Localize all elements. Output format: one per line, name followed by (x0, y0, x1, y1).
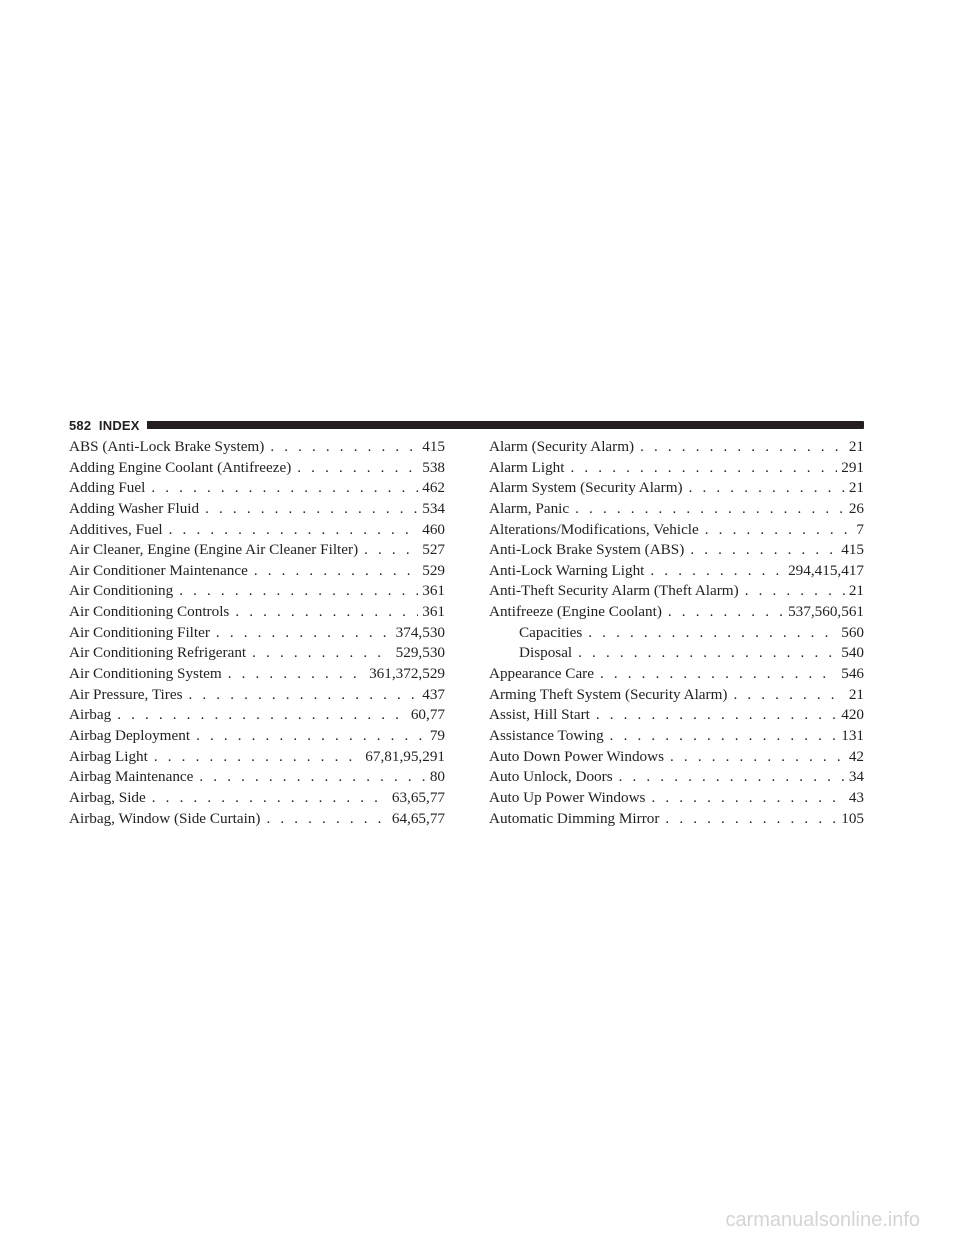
dot-leader (600, 664, 837, 685)
index-term: Anti-Lock Warning Light (489, 561, 645, 579)
page-references: 64,65,77 (391, 809, 445, 827)
watermark: carmanualsonline.info (725, 1209, 920, 1231)
index-entry (69, 499, 445, 520)
index-entry (489, 478, 864, 499)
dot-leader (196, 726, 426, 747)
index-term: Arming Theft System (Security Alarm) (489, 685, 728, 703)
index-entry (489, 561, 864, 582)
index-term: ABS (Anti-Lock Brake System) (69, 438, 265, 455)
index-entry (69, 458, 445, 479)
index-term: Air Conditioner Maintenance (69, 561, 248, 579)
dot-leader (205, 499, 418, 520)
index-entry (489, 520, 864, 541)
index-entry (69, 478, 445, 499)
page-references: 131 (841, 726, 864, 744)
page-references: 415 (422, 438, 445, 455)
dot-leader (705, 520, 853, 541)
dot-leader (575, 499, 845, 520)
index-term: Antifreeze (Engine Coolant) (489, 603, 662, 621)
index-term: Auto Up Power Windows (489, 788, 646, 806)
page-references: 21 (848, 479, 864, 497)
page-references: 42 (848, 747, 864, 765)
dot-leader (588, 623, 837, 644)
index-entry (69, 643, 445, 664)
index-term: Anti-Lock Brake System (ABS) (489, 541, 685, 559)
index-entry (69, 705, 445, 726)
index-entry (69, 664, 445, 685)
dot-leader (252, 643, 391, 664)
index-entry (69, 540, 445, 561)
index-entry (489, 664, 864, 685)
dot-leader (651, 788, 844, 809)
index-term: Airbag, Window (Side Curtain) (69, 809, 261, 827)
index-entry (69, 767, 445, 788)
dot-leader (690, 540, 837, 561)
page-references: 34 (848, 768, 864, 786)
dot-leader (665, 809, 837, 830)
index-term: Disposal (519, 644, 573, 662)
dot-leader (152, 788, 388, 809)
index-term: Capacities (519, 623, 583, 641)
page-references: 361,372,529 (369, 665, 445, 683)
index-entry (489, 809, 864, 830)
index-entry (69, 726, 445, 747)
index-term: Assist, Hill Start (489, 706, 590, 724)
index-entry (489, 581, 864, 602)
index-entry (69, 685, 445, 706)
index-term: Airbag Deployment (69, 726, 191, 744)
index-entry (489, 499, 864, 520)
dot-leader (670, 747, 845, 768)
dot-leader (650, 561, 784, 582)
dot-leader (596, 705, 837, 726)
dot-leader (199, 767, 425, 788)
dot-leader (571, 458, 838, 479)
page-references: 361 (422, 603, 445, 621)
dot-leader (266, 809, 387, 830)
page-references: 420 (841, 706, 864, 724)
dot-leader (169, 520, 419, 541)
page-references: 105 (841, 809, 864, 827)
page-references: 26 (848, 499, 864, 517)
dot-leader (117, 705, 407, 726)
dot-leader (154, 747, 361, 768)
index-entry (489, 747, 864, 768)
index-term: Auto Unlock, Doors (489, 768, 613, 786)
index-column-left (69, 437, 445, 829)
index-term: Air Conditioning (69, 582, 174, 600)
page-references: 529,530 (395, 644, 445, 662)
section-title: INDEX (98, 417, 140, 433)
page-references: 63,65,77 (391, 788, 445, 806)
page-references: 21 (848, 685, 864, 703)
index-term: Alarm, Panic (489, 499, 570, 517)
page-references: 294,415,417 (788, 561, 864, 579)
page-references: 43 (848, 788, 864, 806)
index-term: Air Conditioning Refrigerant (69, 644, 247, 662)
index-term: Adding Fuel (69, 479, 146, 497)
dot-leader (689, 478, 845, 499)
dot-leader (297, 458, 418, 479)
page-references: 460 (422, 520, 445, 538)
page-references: 538 (422, 458, 445, 476)
dot-leader (216, 623, 392, 644)
index-term: Airbag Light (69, 747, 148, 765)
dot-leader (619, 767, 845, 788)
index-entry (69, 561, 445, 582)
page-references: 79 (429, 726, 445, 744)
index-entry (69, 581, 445, 602)
dot-leader (745, 581, 845, 602)
index-entry (69, 437, 445, 458)
index-term: Air Conditioning Filter (69, 623, 210, 641)
dot-leader (189, 685, 419, 706)
index-term: Air Conditioning System (69, 665, 222, 683)
page-header (69, 416, 864, 434)
index-entry (489, 437, 864, 458)
page-references: 560 (841, 623, 864, 641)
page-number-label (69, 418, 140, 433)
index-term: Auto Down Power Windows (489, 747, 665, 765)
index-term: Appearance Care (489, 665, 594, 683)
page-references: 67,81,95,291 (365, 747, 445, 765)
page-references: 21 (848, 582, 864, 600)
page-references: 361 (422, 582, 445, 600)
page-references: 546 (841, 665, 864, 683)
page-references: 529 (422, 561, 445, 579)
index-term: Air Cleaner, Engine (Engine Air Cleaner Filter) (69, 541, 359, 559)
page-references: 80 (429, 768, 445, 786)
index-entry (69, 747, 445, 768)
index-term: Airbag (69, 706, 112, 724)
page-references: 7 (856, 520, 864, 538)
dot-leader (610, 726, 838, 747)
page-references: 537,560,561 (788, 603, 864, 621)
dot-leader (640, 437, 845, 458)
index-entry (489, 726, 864, 747)
page-references: 540 (841, 644, 864, 662)
index-entry (489, 458, 864, 479)
page-references: 60,77 (410, 706, 445, 724)
index-term: Anti-Theft Security Alarm (Theft Alarm) (489, 582, 739, 600)
index-entry (69, 602, 445, 623)
index-term: Air Conditioning Controls (69, 603, 230, 621)
index-term: Assistance Towing (489, 726, 604, 744)
index-subentry (489, 643, 864, 664)
index-entry (69, 623, 445, 644)
index-entry (69, 788, 445, 809)
index-term: Alterations/Modifications, Vehicle (489, 520, 699, 538)
dot-leader (668, 602, 784, 623)
index-entry (489, 602, 864, 623)
index-term: Airbag, Side (69, 788, 146, 806)
index-entry (69, 809, 445, 830)
page-references: 534 (422, 499, 445, 517)
page-references: 415 (841, 541, 864, 559)
index-term: Alarm System (Security Alarm) (489, 479, 683, 497)
page-references: 437 (422, 685, 445, 703)
index-entry (489, 685, 864, 706)
dot-leader (151, 478, 418, 499)
index-term: Air Pressure, Tires (69, 685, 183, 703)
index-subentry (489, 623, 864, 644)
dot-leader (179, 581, 418, 602)
index-term: Adding Washer Fluid (69, 499, 200, 517)
dot-leader (254, 561, 418, 582)
index-entry (69, 520, 445, 541)
dot-leader (270, 437, 418, 458)
index-term: Adding Engine Coolant (Antifreeze) (69, 458, 292, 476)
page-references: 374,530 (395, 623, 445, 641)
page-references: 291 (841, 458, 864, 476)
index-entry (489, 705, 864, 726)
index-entry (489, 540, 864, 561)
dot-leader (235, 602, 418, 623)
dot-leader (228, 664, 365, 685)
index-term: Automatic Dimming Mirror (489, 809, 660, 827)
page-number: 582 (69, 417, 92, 433)
page-references: 527 (422, 541, 445, 559)
dot-leader (364, 540, 418, 561)
index-term: Alarm (Security Alarm) (489, 438, 635, 455)
header-rule (147, 421, 864, 429)
index-term: Airbag Maintenance (69, 768, 194, 786)
index-entry (489, 767, 864, 788)
dot-leader (578, 643, 837, 664)
index-term: Alarm Light (489, 458, 565, 476)
page-references: 21 (848, 438, 864, 455)
dot-leader (733, 685, 844, 706)
index-term: Additives, Fuel (69, 520, 163, 538)
index-column-right (489, 437, 864, 829)
index-entry (489, 788, 864, 809)
page-references: 462 (422, 479, 445, 497)
